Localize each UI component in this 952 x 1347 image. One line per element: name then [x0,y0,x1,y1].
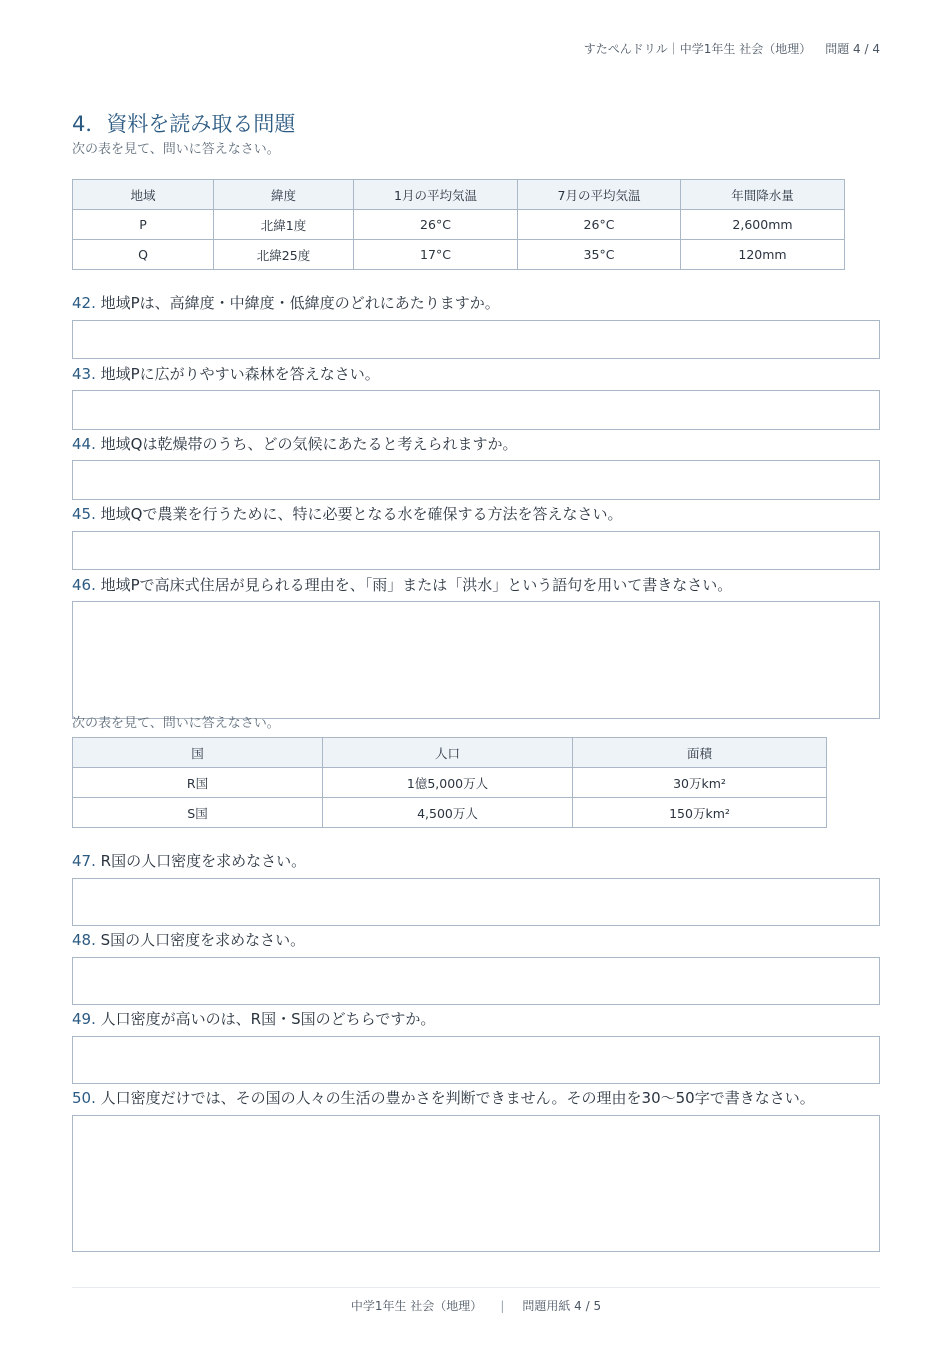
table-header-cell: 国 [73,738,323,768]
question-45 [72,503,622,524]
table-header-cell: 年間降水量 [681,180,845,210]
question-49 [72,1008,435,1029]
section-title: 4．資料を読み取る問題 [72,112,296,136]
table-cell: 北緯25度 [214,240,354,270]
table-cell: 150万km² [573,798,827,828]
question-text: 地域Pは、高緯度・中緯度・低緯度のどれにあたりますか。 [100,294,500,312]
question-number: 48. [72,931,96,949]
answer-box-44[interactable] [72,460,880,500]
answer-box-49[interactable] [72,1036,880,1084]
question-50 [72,1087,815,1108]
table-cell: Q [73,240,214,270]
table-header-cell: 7月の平均気温 [518,180,681,210]
page-footer [0,1297,952,1314]
question-text: 人口密度が高いのは、R国・S国のどちらですか。 [100,1010,436,1028]
table-cell: 35°C [518,240,681,270]
header-page-indicator: 問題 4 / 4 [825,42,880,56]
question-text: R国の人口密度を求めなさい。 [100,852,307,870]
table-header-cell: 面積 [573,738,827,768]
question-text: 地域Pに広がりやすい森林を答えなさい。 [100,365,380,383]
question-number: 43. [72,365,96,383]
table-header-row [73,738,827,768]
question-number: 46. [72,576,96,594]
table-cell: 120mm [681,240,845,270]
question-text: S国の人口密度を求めなさい。 [100,931,306,949]
answer-box-48[interactable] [72,957,880,1005]
answer-box-42[interactable] [72,320,880,359]
question-number: 42. [72,294,96,312]
table-cell: R国 [73,768,323,798]
question-number: 50. [72,1089,96,1107]
question-text: 地域Qは乾燥帯のうち、どの気候にあたると考えられますか。 [100,435,518,453]
answer-box-45[interactable] [72,531,880,570]
question-number: 47. [72,852,96,870]
table-header-cell: 1月の平均気温 [354,180,518,210]
table-cell: 26°C [354,210,518,240]
question-44 [72,433,517,454]
question-47 [72,850,306,871]
header-drill-title: すたぺんドリル｜中学1年生 社会（地理） [583,42,812,56]
table-cell: 北緯1度 [214,210,354,240]
table-header-cell: 人口 [323,738,573,768]
footer-page-number: 問題用紙 4 / 5 [522,1299,602,1313]
question-text: 人口密度だけでは、その国の人々の生活の豊かさを判断できません。その理由を30〜50字で書きなさい。 [100,1089,815,1107]
answer-box-47[interactable] [72,878,880,926]
table-header-row [73,180,845,210]
answer-box-46[interactable] [72,601,880,719]
population-table [72,737,827,828]
question-46 [72,574,732,595]
footer-subject: 中学1年生 社会（地理） [350,1299,483,1313]
table-cell: P [73,210,214,240]
question-text: 地域Pで高床式住居が見られる理由を、「雨」または「洪水」という語句を用いて書きなさい。 [100,576,733,594]
table-cell: 26°C [518,210,681,240]
table-cell: S国 [73,798,323,828]
table-header-cell: 地域 [73,180,214,210]
section-instruction: 次の表を見て、問いに答えなさい。 [72,142,280,157]
question-42 [72,292,500,313]
answer-box-50[interactable] [72,1115,880,1252]
question-43 [72,363,380,384]
table-row [73,768,827,798]
table-row [73,240,845,270]
table-row [73,798,827,828]
question-number: 44. [72,435,96,453]
question-number: 45. [72,505,96,523]
question-48 [72,929,305,950]
question-text: 地域Qで農業を行うために、特に必要となる水を確保する方法を答えなさい。 [100,505,623,523]
table-cell: 17°C [354,240,518,270]
table-cell: 2,600mm [681,210,845,240]
climate-table [72,179,845,270]
section-instruction-2: 次の表を見て、問いに答えなさい。 [72,716,280,731]
table-row [73,210,845,240]
table-header-cell: 緯度 [214,180,354,210]
footer-divider [72,1287,880,1288]
table-cell: 30万km² [573,768,827,798]
footer-separator: | [500,1299,505,1313]
table-cell: 4,500万人 [323,798,573,828]
answer-box-43[interactable] [72,390,880,430]
table-cell: 1億5,000万人 [323,768,573,798]
page-header [584,40,880,57]
question-number: 49. [72,1010,96,1028]
